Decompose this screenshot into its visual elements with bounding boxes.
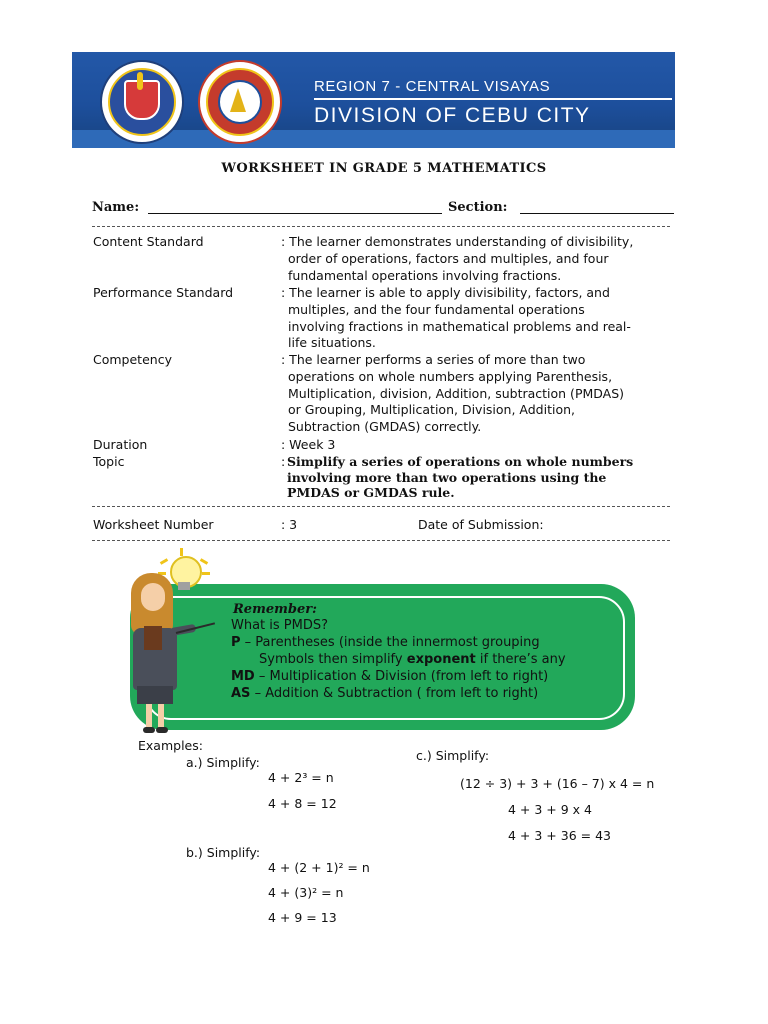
- rule-md: MD – Multiplication & Division (from left to right): [231, 669, 549, 684]
- topic-colon: :: [281, 454, 286, 469]
- performance-standard-label: Performance Standard: [93, 285, 234, 300]
- deped-seal-icon: [100, 60, 184, 144]
- rule-as: AS – Addition & Subtraction ( from left to right): [231, 686, 539, 701]
- example-b-line: 4 + (2 + 1)² = n: [268, 860, 370, 875]
- example-a-line: 4 + 2³ = n: [268, 770, 334, 785]
- rule-p: P – Parentheses (inside the innermost grouping: [231, 635, 540, 650]
- example-a-label: a.) Simplify:: [186, 755, 260, 770]
- name-field[interactable]: [148, 213, 442, 214]
- example-c-line: (12 ÷ 3) + 3 + (16 – 7) x 4 = n: [460, 776, 655, 791]
- topic-label: Topic: [93, 454, 125, 469]
- banner-divider: [314, 98, 672, 100]
- remember-heading: Remember:: [233, 602, 317, 617]
- divider: [92, 506, 670, 507]
- division-text: DIVISION OF CEBU CITY: [314, 104, 591, 127]
- worksheet-number-value: : 3: [281, 517, 298, 532]
- example-b-label: b.) Simplify:: [186, 845, 261, 860]
- examples-heading: Examples:: [138, 738, 203, 753]
- header-banner: [72, 52, 675, 148]
- example-b-line: 4 + 9 = 13: [268, 910, 337, 925]
- name-label: Name:: [92, 200, 140, 215]
- example-c-line: 4 + 3 + 36 = 43: [508, 828, 611, 843]
- remember-question: What is PMDS?: [231, 618, 329, 633]
- date-of-submission-label: Date of Submission:: [418, 517, 544, 532]
- duration-value: : Week 3: [281, 437, 336, 452]
- divider: [92, 540, 670, 541]
- topic-text: Simplify a series of operations on whole numbers involving more than two operations using the PMDAS or GMDAS rule.: [287, 454, 634, 500]
- page-title: WORKSHEET IN GRADE 5 MATHEMATICS: [221, 161, 547, 176]
- example-a-line: 4 + 8 = 12: [268, 796, 337, 811]
- section-label: Section:: [448, 200, 508, 215]
- performance-standard-text: : The learner is able to apply divisibility, factors, and multiples, and the four fundamental operations involving fractions in mathematical problems and real- life situations.: [281, 285, 631, 351]
- divider: [92, 226, 670, 227]
- duration-label: Duration: [93, 437, 148, 452]
- competency-text: : The learner performs a series of more than two operations on whole numbers applying Parenthesis, Multiplication, division, Addition, subtraction (PMDAS) or Grouping, Multiplication, Division, Addition, Subtraction (GMDAS) correctly.: [281, 352, 625, 435]
- rule-p-continued: Symbols then simplify exponent if there’s any: [259, 652, 566, 667]
- region-text: REGION 7 - CENTRAL VISAYAS: [314, 78, 551, 95]
- competency-label: Competency: [93, 352, 172, 367]
- content-standard-text: : The learner demonstrates understanding of divisibility, order of operations, factors and multiples, and four fundamental operations involving fractions.: [281, 234, 634, 283]
- example-c-line: 4 + 3 + 9 x 4: [508, 802, 592, 817]
- section-field[interactable]: [520, 213, 674, 214]
- example-b-line: 4 + (3)² = n: [268, 885, 344, 900]
- content-standard-label: Content Standard: [93, 234, 204, 249]
- example-c-label: c.) Simplify:: [416, 748, 490, 763]
- cebu-division-seal-icon: [198, 60, 282, 144]
- worksheet-number-label: Worksheet Number: [93, 517, 214, 532]
